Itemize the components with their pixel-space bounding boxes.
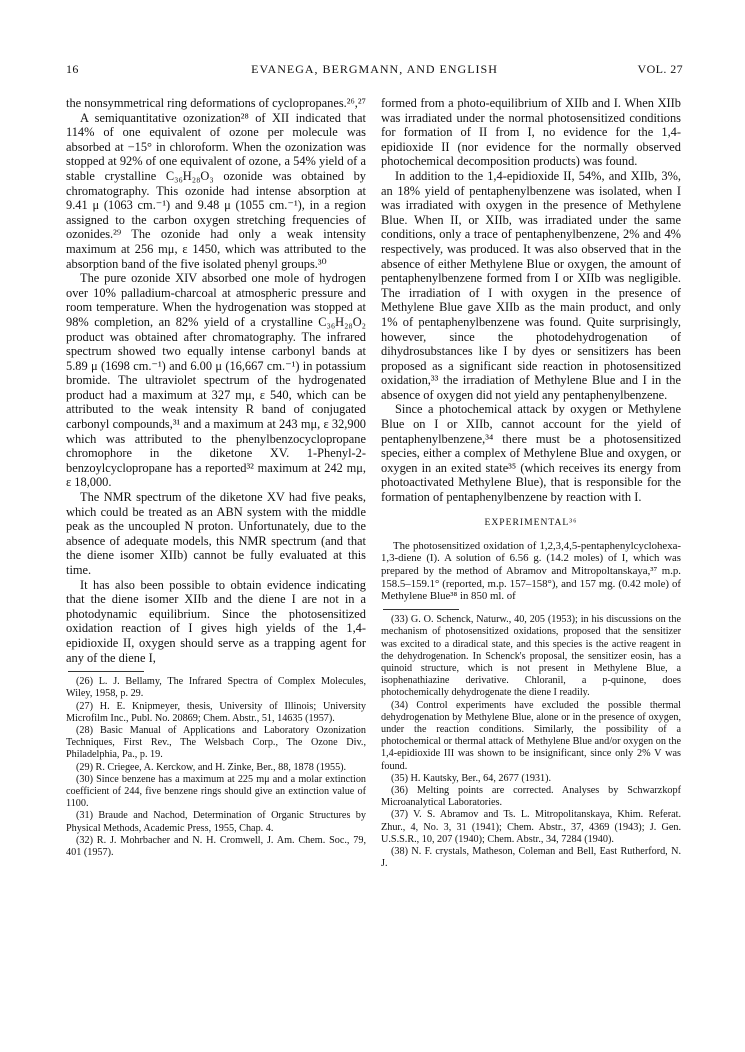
left-paragraph-nmr: The NMR spectrum of the diketone XV had five peaks, which could be treated as an ABN system with the middle peak as the uncoupled N proton. Unfortunately, due to the absence of adequate models, this NMR spectrum (and that the diene isomer XIIb) cannot be fully evaluated at this time. (66, 490, 366, 577)
footnote-34: (34) Control experiments have excluded the possible thermal dehydrogenation by Methylene Blue, alone or in the presence of oxygen, under the reaction conditions. Similarly, the possibility of a photochemical or thermal attack of Methylene Blue and/or oxygen on the 1,4-epidioxide III was shown to be insignificant, since only 2% V was found. (381, 699, 681, 772)
left-paragraph-equilibrium: It has also been possible to obtain evidence indicating that the diene isomer XIIb and the diene I are not in a photodynamic equilibrium. Since the photosensitized oxidation reaction of I gives high yields of the 1,4-epidioxide II, oxygen should serve as a trapping agent for any of the diene I, (66, 577, 366, 665)
left-footnotes (66, 676, 366, 859)
footnote-29: (29) R. Criegee, A. Kerckow, and H. Zinke, Ber., 88, 1878 (1955). (76, 761, 347, 773)
footnote-rule (383, 609, 459, 610)
footnote-37: (37) V. S. Abramov and Ts. L. Mitropolitanskaya, Khim. Referat. Zhur., 4, No. 3, 31 (1941); Chem. Abstr., 37, 4369 (1943); J. Gen. U.S.S.R., 10, 207 (1940); Chem. Abstr., 34, 7284 (1940). (381, 809, 681, 845)
footnote-31: (31) Braude and Nachod, Determination of Organic Structures by Physical Methods, Academic Press, 1955, Chap. 4. (66, 810, 366, 834)
page-number: 16 (66, 62, 79, 76)
right-column (381, 96, 681, 870)
footnote-38: (38) N. F. crystals, Matheson, Coleman and Bell, East Rutherford, N. J. (381, 846, 681, 870)
footnote-26: (26) L. J. Bellamy, The Infrared Spectra of Complex Molecules, Wiley, 1958, p. 29. (66, 676, 366, 700)
footnote-33: (33) G. O. Schenck, Naturw., 40, 205 (1953); in his discussions on the mechanism of photosensitized oxidations, proposed that the sensitizer was excited to a diradical state, and this species is the active reagent in the dehydrogenation. In Schenck's proposal, the sensitizer eosin, has a quinoid structure, which is not present in Methylene Blue, a isophenathiazine derivative. Chloranil, a p-quinone, does photochemically dehydrogenate the diene I readily. (381, 614, 681, 699)
footnote-rule (68, 671, 144, 672)
volume-label: VOL. 27 (637, 62, 683, 76)
right-paragraph-photochemical-attack: Since a photochemical attack by oxygen or Methylene Blue on I or XIIb, cannot account for the yield of pentaphenylbenzene,³⁴ there must be a photosensitized species, either a complex of Methylene Blue and oxygen, or oxygen in an exited state³⁵ (which receives its energy from photoactivated Methylene Blue), that is responsible for the formation of pentaphenylbenzene by reaction with I. (381, 402, 681, 505)
left-paragraph-ozonization: A semiquantitative ozonization²⁸ of XII indicated that 114% of one equivalent of ozone per molecule was absorbed at −15° in chloroform. When the ozonization was stopped at 92% of one equivalent of ozone, a 54% yield of a stable crystalline C₃₆H₂₈O₃ ozonide was obtained by chromatography. This ozonide had intense absorption at 9.41 μ (1063 cm.⁻¹) and 9.48 μ (1055 cm.⁻¹), in a region assigned to the carbon oxygen stretching frequencies of ozonides.²⁹ The ozonide had only a weak intensity maximum at 256 mμ, ε 1450, which was attributed to the absorption band of the five isolated phenyl groups.³⁰ (66, 110, 366, 271)
left-paragraph-hydrogenation: The pure ozonide XIV absorbed one mole of hydrogen over 10% palladium-charcoal at atmospheric pressure and room temperature. When the hydrogenation was stopped at 98% completion, an 82% yield of a crystalline C₃₆H₂₈O₂ product was obtained after chromatography. The infrared spectrum showed two equally intense carbonyl bands at 5.89 μ (1698 cm.⁻¹) and 6.00 μ (16,667 cm.⁻¹) in potassium bromide. The ultraviolet spectrum of the hydrogenated product had a maximum at 327 mμ, ε 540, which can be attributed to the weak intensity R band of conjugated carbonyl compounds,³¹ and a maximum at 243 mμ, ε 32,900 which was attributed to the phenylbenzocyclopropane chromophore in the diketone XV. 1-Phenyl-2-benzoylcyclopropane has a reported³² maximum at 242 mμ, ε 18,000. (66, 271, 366, 490)
experimental-paragraph: The photosensitized oxidation of 1,2,3,4,5-pentaphenylcyclohexa-1,3-diene (I). A solution of 6.56 g. (14.2 moles) of I, which was prepared by the method of Abramov and Mitropoltanskaya,³⁷ m.p. 158.5–159.1° (reported, m.p. 157–158°), and 157 mg. (0.42 mole) of Methylene Blue³⁸ in 850 ml. of (381, 539, 681, 603)
footnote-28: (28) Basic Manual of Applications and Laboratory Ozonization Techniques, First Rev., The Welsbach Corp., The Ozone Div., Philadelphia, Pa., p. 19. (66, 724, 366, 761)
right-paragraph-pentaphenylbenzene: In addition to the 1,4-epidioxide II, 54%, and XIIb, 3%, an 18% yield of pentaphenylbenzene was isolated, when I was irradiated with oxygen in the presence of Methylene Blue. When II, or XIIb, was irradiated under the same conditions, only a trace of pentaphenylbenzene, 2% and 4% respectively, was produced. It was also observed that in the absence of either Methylene Blue or oxygen, the amount of pentaphenylbenzene formed from I or XIIb was negligible. The irradiation of I with oxygen in the presence of Methylene Blue gave XIIb as the main product, and only 1% of pentaphenylbenzene was found. Quite surprisingly, however, since the photodehydrogenation of dihydrosubstances like I by dyes or sensitizers has been proposed as a significant side reaction in photosensitized oxidation,³³ the irradiation of Methylene Blue and I in the absence of oxygen did not yield any pentaphenylbenzene. (381, 168, 681, 402)
running-header (66, 62, 683, 78)
footnote-36: (36) Melting points are corrected. Analyses by Schwarzkopf Microanalytical Laboratories. (381, 784, 681, 809)
running-head-authors: EVANEGA, BERGMANN, AND ENGLISH (251, 62, 498, 76)
left-paragraph-1: the nonsymmetrical ring deformations of cyclopropanes.²⁶,²⁷ (66, 96, 366, 110)
right-footnotes (381, 614, 681, 870)
footnote-27: (27) H. E. Knipmeyer, thesis, University of Illinois; University Microfilm Inc., Publ. No. 20869; Chem. Abstr., 51, 14635 (1957). (66, 700, 366, 724)
footnote-35: (35) H. Kautsky, Ber., 64, 2677 (1931). (391, 772, 552, 784)
footnote-30: (30) Since benzene has a maximum at 225 mμ and a molar extinction coefficient of 244, five benzene rings should give an extinction value of 1100. (66, 773, 366, 810)
footnote-32: (32) R. J. Mohrbacher and N. H. Cromwell, J. Am. Chem. Soc., 79, 401 (1957). (66, 834, 366, 858)
section-heading-experimental: EXPERIMENTAL³⁶ (484, 516, 578, 528)
left-column (66, 96, 366, 859)
right-paragraph-1: formed from a photo-equilibrium of XIIb and I. When XIIb was irradiated under the normal photosensitized conditions for formation of II from I, no evidence for the 1,4-epidioxide II (nor evidence for the normally observed photochemical decomposition products) was found. (381, 96, 681, 169)
